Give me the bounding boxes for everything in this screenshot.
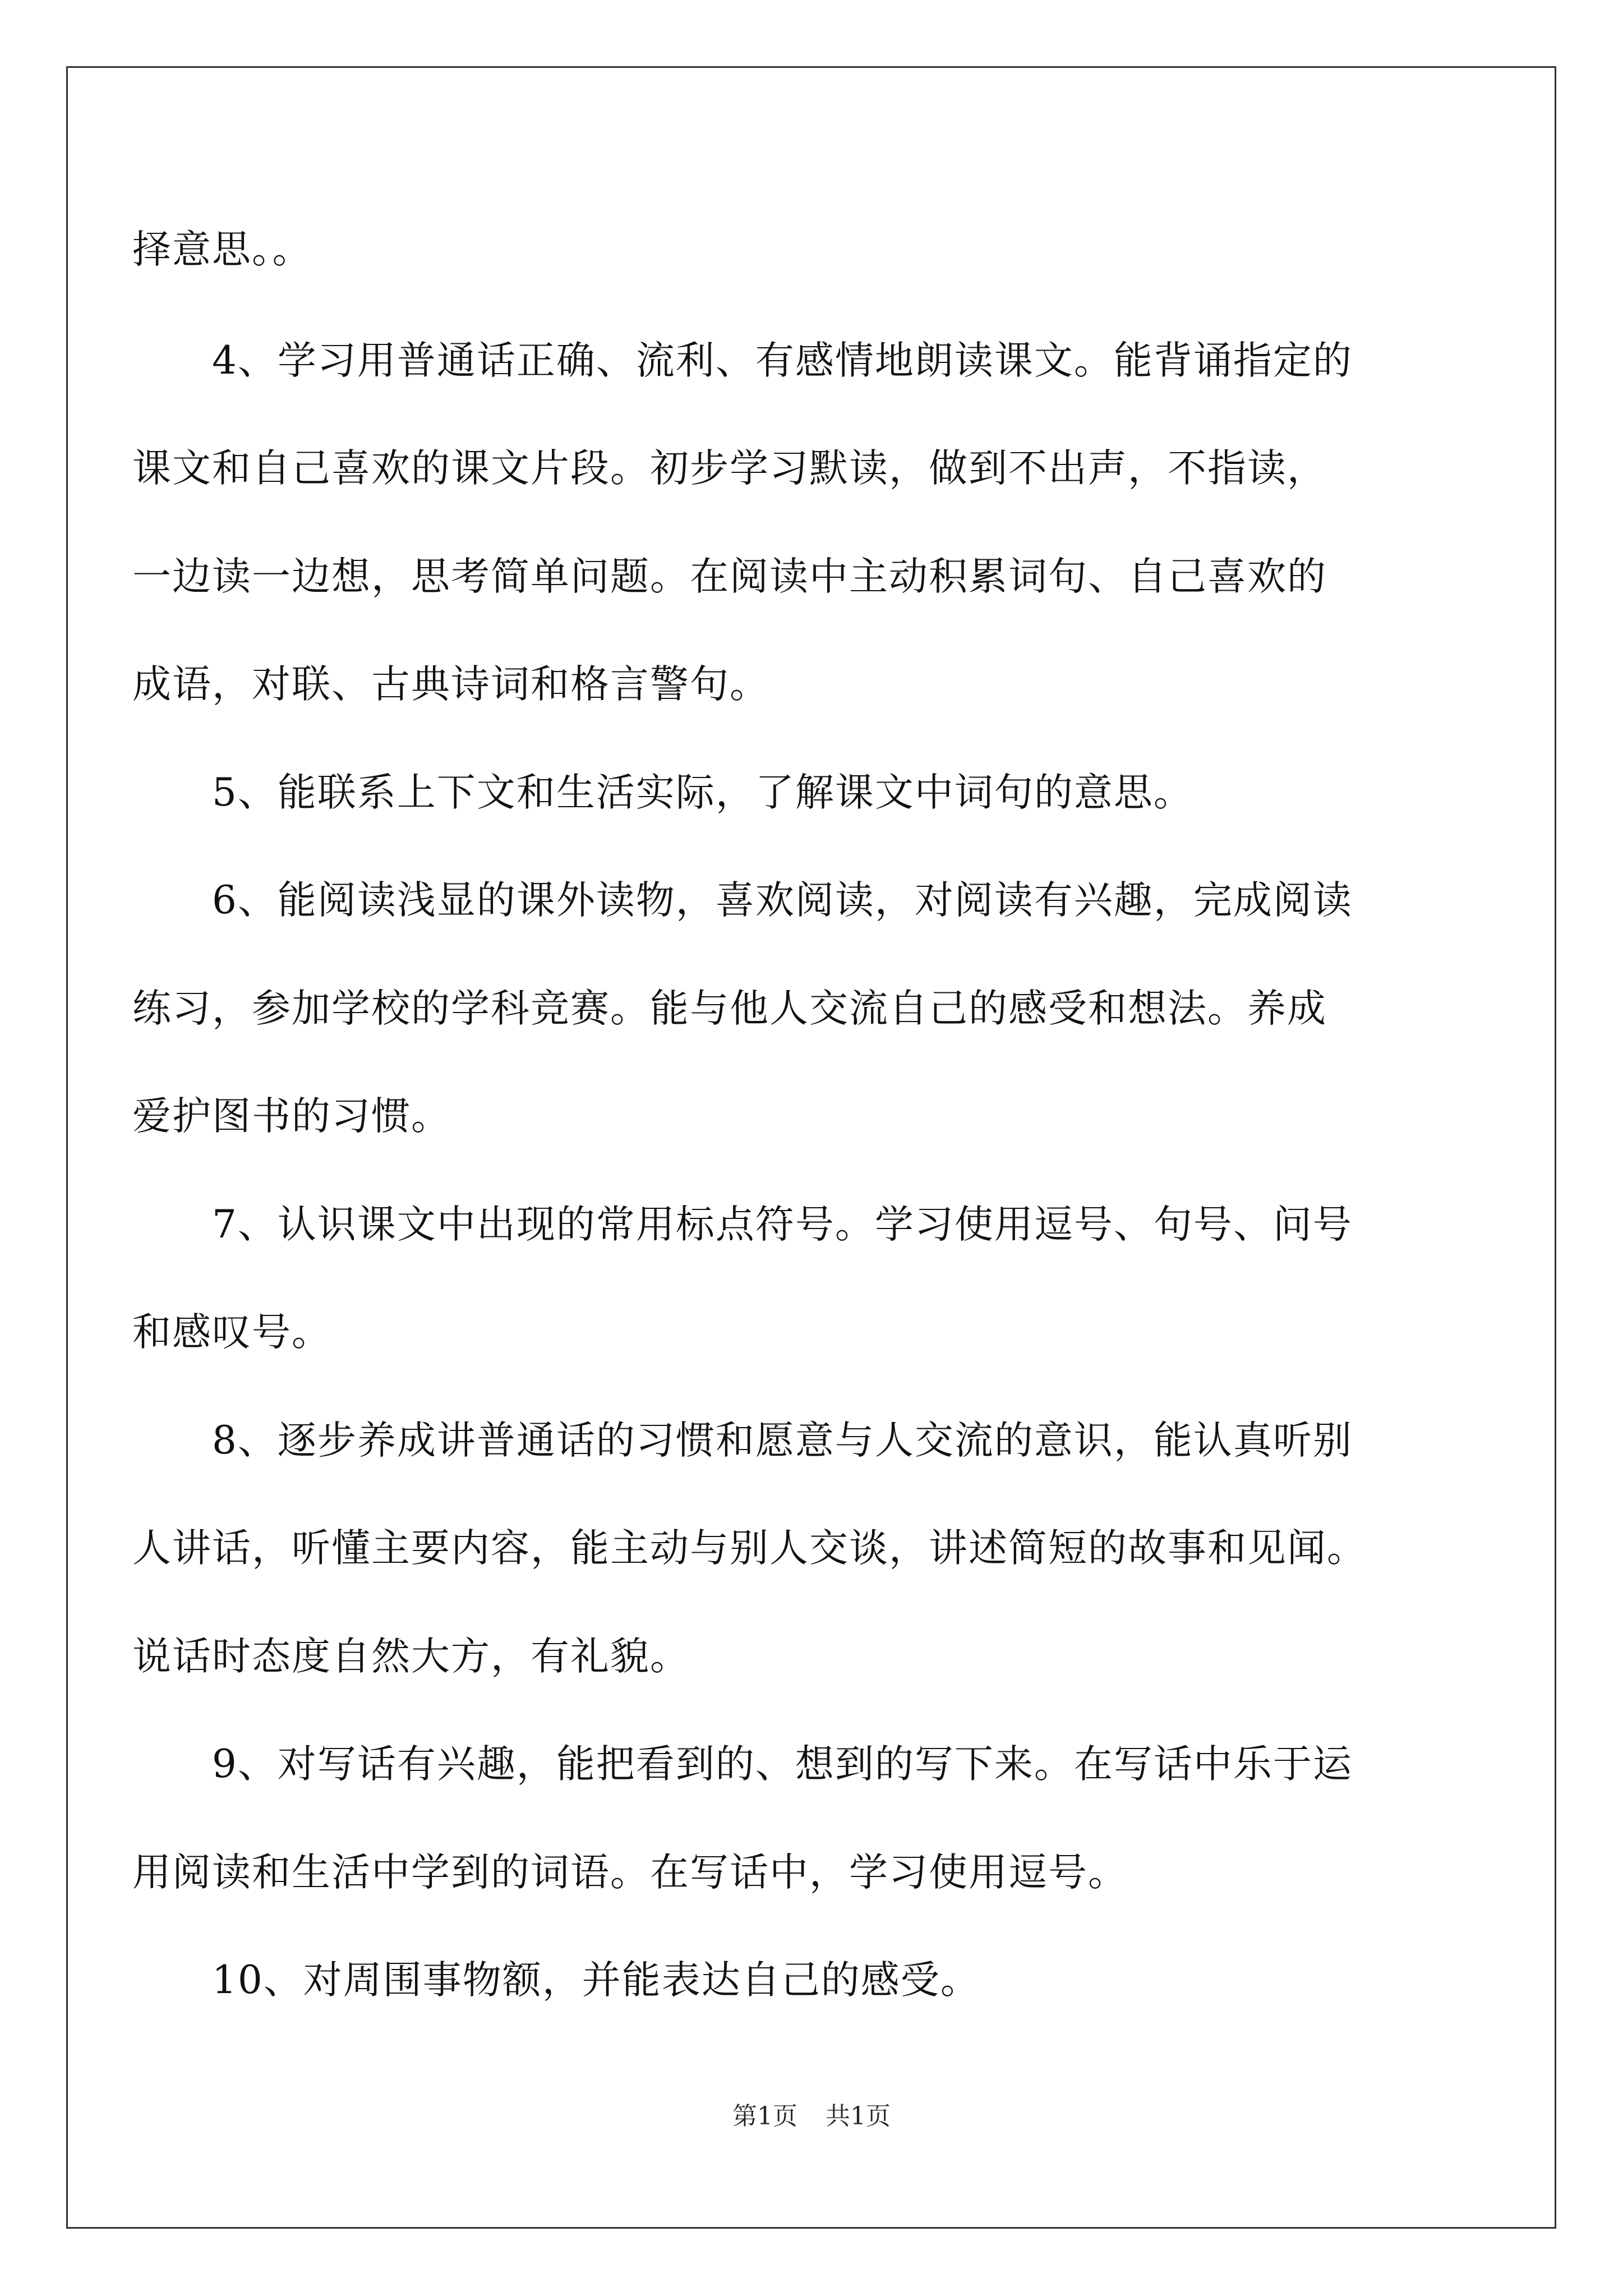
page-footer: [0, 2101, 1623, 2132]
text-line: 成语，对联、古典诗词和格言警句。: [132, 662, 769, 707]
page-number-current: 第1页: [732, 2102, 797, 2131]
text-line: 说话时态度自然大方，有礼貌。: [132, 1634, 690, 1679]
page-number-total: 共1页: [826, 2102, 891, 2131]
text-line: 8、逐步养成讲普通话的习惯和愿意与人交流的意识，能认真听别: [132, 1418, 1353, 1463]
text-line: 10、对周围事物额，并能表达自己的感受。: [132, 1958, 980, 2003]
text-line: 人讲话，听懂主要内容，能主动与别人交谈，讲述简短的故事和见闻。: [132, 1526, 1367, 1571]
text-line: 爱护图书的习惯。: [132, 1094, 451, 1139]
text-line: 7、认识课文中出现的常用标点符号。学习使用逗号、句号、问号: [132, 1202, 1353, 1247]
text-line: 6、能阅读浅显的课外读物，喜欢阅读，对阅读有兴趣，完成阅读: [132, 878, 1353, 923]
text-line: 一边读一边想，思考简单问题。在阅读中主动积累词句、自己喜欢的: [132, 554, 1327, 599]
text-line: 9、对写话有兴趣，能把看到的、想到的写下来。在写话中乐于运: [132, 1742, 1353, 1787]
text-line: 用阅读和生活中学到的词语。在写话中，学习使用逗号。: [132, 1850, 1128, 1895]
text-line: 5、能联系上下文和生活实际，了解课文中词句的意思。: [132, 770, 1193, 815]
text-line: 和感叹号。: [132, 1310, 331, 1355]
text-line: 择意思。。: [132, 227, 312, 272]
text-line: 课文和自己喜欢的课文片段。初步学习默读，做到不出声，不指读，: [132, 446, 1327, 491]
text-line: 4、学习用普通话正确、流利、有感情地朗读课文。能背诵指定的: [132, 338, 1353, 383]
page-border: [66, 66, 1556, 2229]
text-line: 练习，参加学校的学科竞赛。能与他人交流自己的感受和想法。养成: [132, 986, 1327, 1031]
